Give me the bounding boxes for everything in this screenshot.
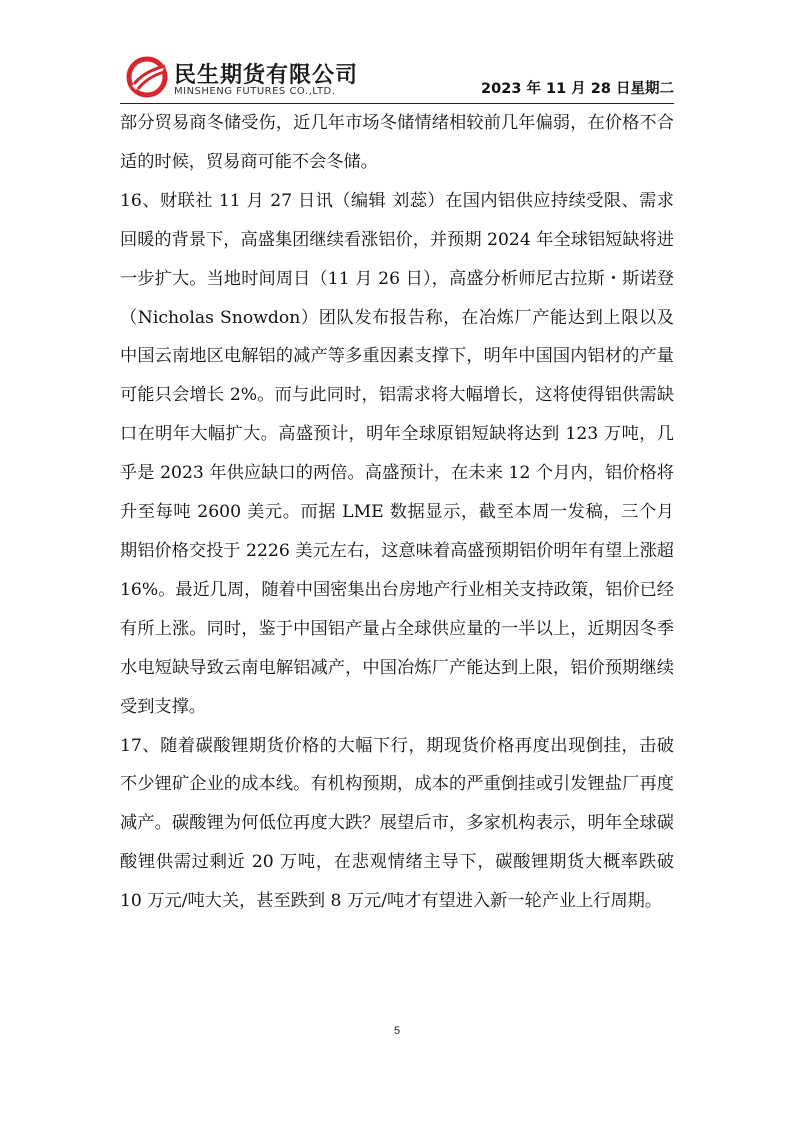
report-date: 2023 年 11 月 28 日星期二 xyxy=(481,81,674,97)
page-header xyxy=(120,52,674,104)
report-body xyxy=(120,104,674,921)
company-name-cn: 民生期货有限公司 xyxy=(174,63,359,88)
paragraph-item-16: 16、财联社 11 月 27 日讯（编辑 刘蕊）在国内铝供应持续受限、需求回暖的背景下，高盛集团继续看涨铝价，并预期 2024 年全球铝短缺将进一步扩大。当地时间周日（11 月 26 日），高盛分析师尼古拉斯・斯诺登（Nicholas Snowdon）团队发布报告称，在冶炼厂产能达到上限以及中国云南地区电解铝的减产等多重因素支撑下，明年中国国内铝材的产量可能只会增长 2%。而与此同时，铝需求将大幅增长，这将使得铝供需缺口在明年大幅扩大。高盛预计，明年全球原铝短缺将达到 123 万吨，几乎是 2023 年供应缺口的两倍。高盛预计，在未来 12 个月内，铝价格将升至每吨 2600 美元。而据 LME 数据显示，截至本周一发稿，三个月期铝价格交投于 2226 美元左右，这意味着高盛预期铝价明年有望上涨超 16%。最近几周，随着中国密集出台房地产行业相关支持政策，铝价已经有所上涨。同时，鉴于中国铝产量占全球供应量的一半以上，近期因冬季水电短缺导致云南电解铝减产，中国冶炼厂产能达到上限，铝价预期继续受到支撑。 xyxy=(120,190,674,717)
page-number: 5 xyxy=(393,1025,401,1037)
paragraph-item-17: 17、随着碳酸锂期货价格的大幅下行，期现货价格再度出现倒挂，击破不少锂矿企业的成本线。有机构预期，成本的严重倒挂或引发锂盐厂再度减产。碳酸锂为何低位再度大跌？展望后市，多家机构表示，明年全球碳酸锂供需过剩近 20 万吨，在悲观情绪主导下，碳酸锂期货大概率跌破 10 万元/吨大关，甚至跌到 8 万元/吨才有望进入新一轮产业上行周期。 xyxy=(120,735,674,912)
paragraph-continuation: 部分贸易商冬储受伤，近几年市场冬储情绪相较前几年偏弱，在价格不合适的时候，贸易商可能不会冬储。 xyxy=(120,113,674,172)
company-logo xyxy=(126,56,366,100)
company-name-en: MINSHENG FUTURES CO.,LTD. xyxy=(174,86,336,97)
minsheng-wing-logo-icon xyxy=(126,56,168,98)
